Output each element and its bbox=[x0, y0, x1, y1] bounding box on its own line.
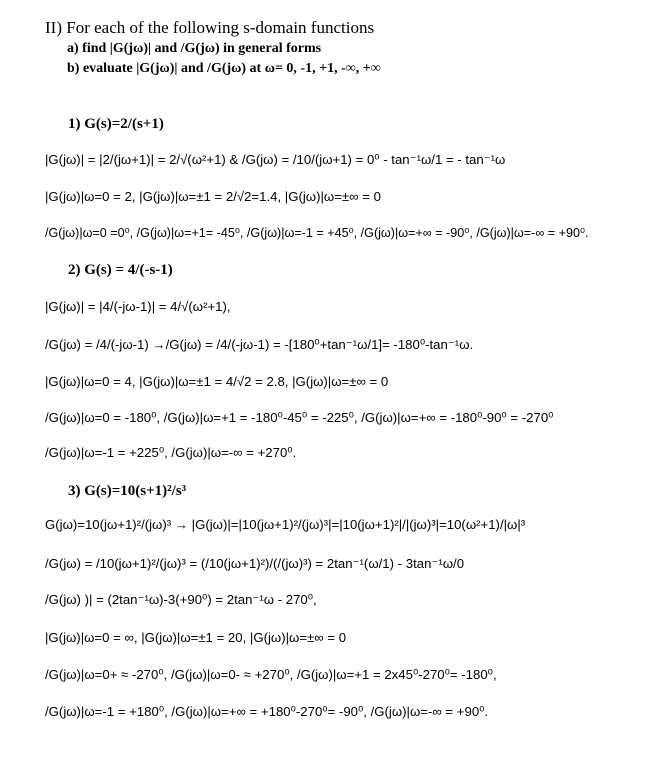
problem-3-line: G(jω)=10(jω+1)²/(jω)³ → |G(jω)|=|10(jω+1)²/(jω)³|=|10(jω+1)²|/|(jω)³|=10(ω²+1)/|ω|³ bbox=[45, 517, 526, 532]
instruction-a: a) find |G(jω)| and /G(jω) in general forms bbox=[67, 41, 322, 56]
problem-2-line: |G(jω)|ω=0 = 4, |G(jω)|ω=±1 = 4/√2 = 2.8, |G(jω)|ω=±∞ = 0 bbox=[45, 374, 389, 389]
problem-2-line: /G(jω)|ω=-1 = +225⁰, /G(jω)|ω=-∞ = +270⁰. bbox=[45, 445, 297, 460]
problem-1-line: |G(jω)|ω=0 = 2, |G(jω)|ω=±1 = 2/√2=1.4, |G(jω)|ω=±∞ = 0 bbox=[45, 189, 381, 204]
instruction-b: b) evaluate |G(jω)| and /G(jω) at ω= 0, -1, +1, -∞, +∞ bbox=[67, 61, 381, 76]
problem-1-line: /G(jω)|ω=0 =0⁰, /G(jω)|ω=+1= -45⁰, /G(jω)|ω=-1 = +45⁰, /G(jω)|ω=+∞ = -90⁰, /G(jω)|ω=-∞ = +90⁰. bbox=[45, 226, 589, 240]
problem-3-heading: 3) G(s)=10(s+1)²/s³ bbox=[68, 483, 187, 499]
problem-2-line: /G(jω) = /4/(-jω-1) →/G(jω) = /4/(-jω-1) = -[180⁰+tan⁻¹ω/1]= -180⁰-tan⁻¹ω. bbox=[45, 337, 474, 352]
problem-2-line: |G(jω)| = |4/(-jω-1)| = 4/√(ω²+1), bbox=[45, 299, 231, 314]
problem-2-line: /G(jω)|ω=0 = -180⁰, /G(jω)|ω=+1 = -180⁰-45⁰ = -225⁰, /G(jω)|ω=+∞ = -180⁰-90⁰ = -270⁰ bbox=[45, 410, 554, 425]
problem-1-heading: 1) G(s)=2/(s+1) bbox=[68, 116, 164, 132]
page-title: II) For each of the following s-domain functions bbox=[45, 18, 375, 37]
problem-3-line: /G(jω) )| = (2tan⁻¹ω)-3(+90⁰) = 2tan⁻¹ω - 270⁰, bbox=[45, 592, 317, 607]
problem-3-line: |G(jω)|ω=0 = ∞, |G(jω)|ω=±1 = 20, |G(jω)|ω=±∞ = 0 bbox=[45, 630, 347, 645]
problem-3-line: /G(jω) = /10(jω+1)²/(jω)³ = (/10(jω+1)²)/(/(jω)³) = 2tan⁻¹(ω/1) - 3tan⁻¹ω/0 bbox=[45, 556, 465, 571]
problem-3-line: /G(jω)|ω=-1 = +180⁰, /G(jω)|ω=+∞ = +180⁰-270⁰= -90⁰, /G(jω)|ω=-∞ = +90⁰. bbox=[45, 704, 489, 719]
problem-2-heading: 2) G(s) = 4/(-s-1) bbox=[68, 262, 173, 278]
problem-3-line: /G(jω)|ω=0+ ≈ -270⁰, /G(jω)|ω=0- ≈ +270⁰, /G(jω)|ω=+1 = 2x45⁰-270⁰= -180⁰, bbox=[45, 667, 497, 682]
problem-1-line: |G(jω)| = |2/(jω+1)| = 2/√(ω²+1) & /G(jω) = /10/(jω+1) = 0⁰ - tan⁻¹ω/1 = - tan⁻¹ω bbox=[45, 152, 506, 167]
